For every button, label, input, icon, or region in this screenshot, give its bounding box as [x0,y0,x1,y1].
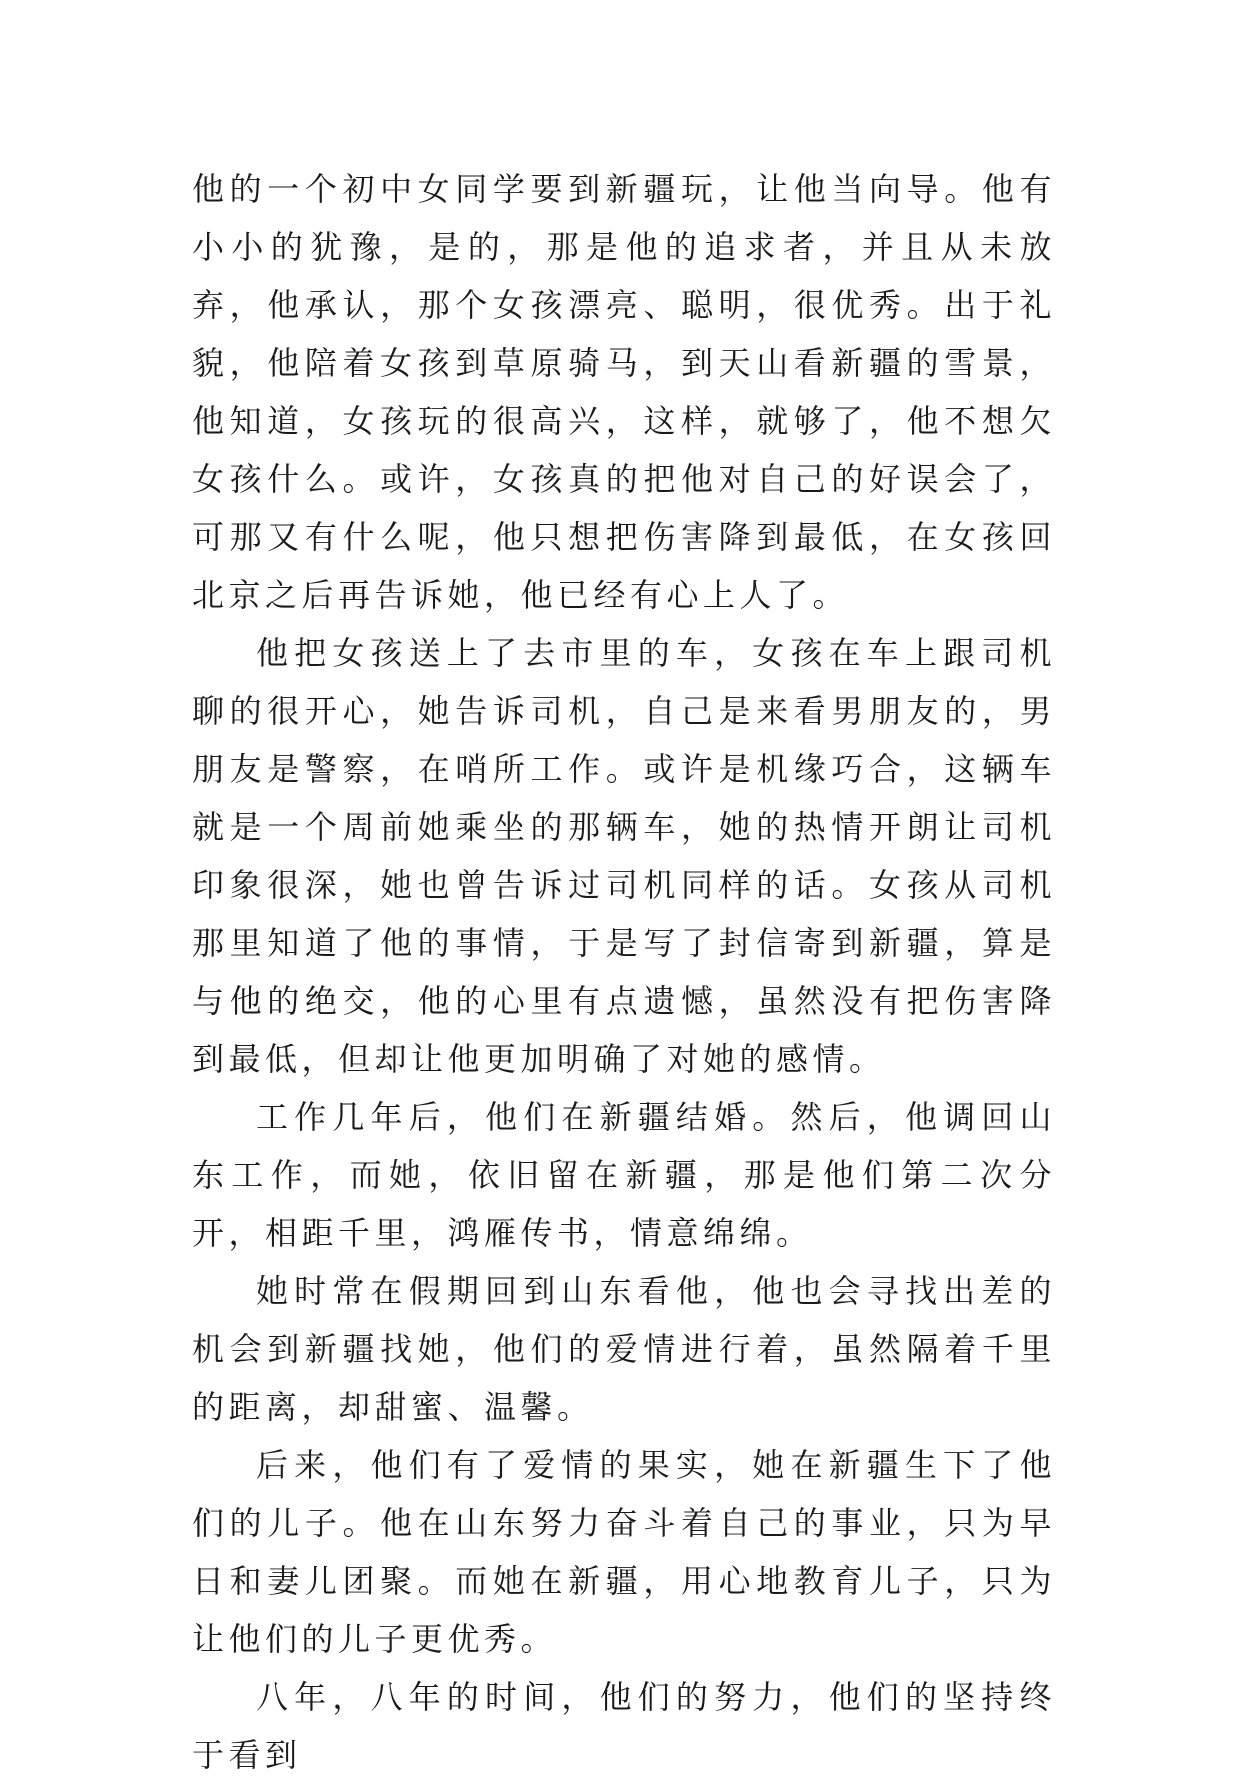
paragraph-1: 他的一个初中女同学要到新疆玩，让他当向导。他有小小的犹豫，是的，那是他的追求者，并且从未放弃，他承认，那个女孩漂亮、聪明，很优秀。出于礼貌，他陪着女孩到草原骑马，到天山看新疆的雪景，他知道，女孩玩的很高兴，这样，就够了，他不想欠女孩什么。或许，女孩真的把他对自己的好误会了，可那又有什么呢，他只想把伤害降到最低，在女孩回北京之后再告诉她，他已经有心上人了。 [192,170,1056,614]
paragraph-6: 八年，八年的时间，他们的努力，他们的坚持终于看到 [192,1678,1056,1774]
body-text [192,160,1056,1784]
paragraph-2: 他把女孩送上了去市里的车，女孩在车上跟司机聊的很开心，她告诉司机，自己是来看男朋友的，男朋友是警察，在哨所工作。或许是机缘巧合，这辆车就是一个周前她乘坐的那辆车，她的热情开朗让司机印象很深，她也曾告诉过司机同样的话。女孩从司机那里知道了他的事情，于是写了封信寄到新疆，算是与他的绝交，他的心里有点遗憾，虽然没有把伤害降到最低，但却让他更加明确了对她的感情。 [192,634,1056,1078]
paragraph-3: 工作几年后，他们在新疆结婚。然后，他调回山东工作，而她，依旧留在新疆，那是他们第二次分开，相距千里，鸿雁传书，情意绵绵。 [192,1098,1056,1252]
paragraph-5: 后来，他们有了爱情的果实，她在新疆生下了他们的儿子。他在山东努力奋斗着自己的事业，只为早日和妻儿团聚。而她在新疆，用心地教育儿子，只为让他们的儿子更优秀。 [192,1446,1056,1658]
paragraph-4: 她时常在假期回到山东看他，他也会寻找出差的机会到新疆找她，他们的爱情进行着，虽然隔着千里的距离，却甜蜜、温馨。 [192,1272,1056,1426]
